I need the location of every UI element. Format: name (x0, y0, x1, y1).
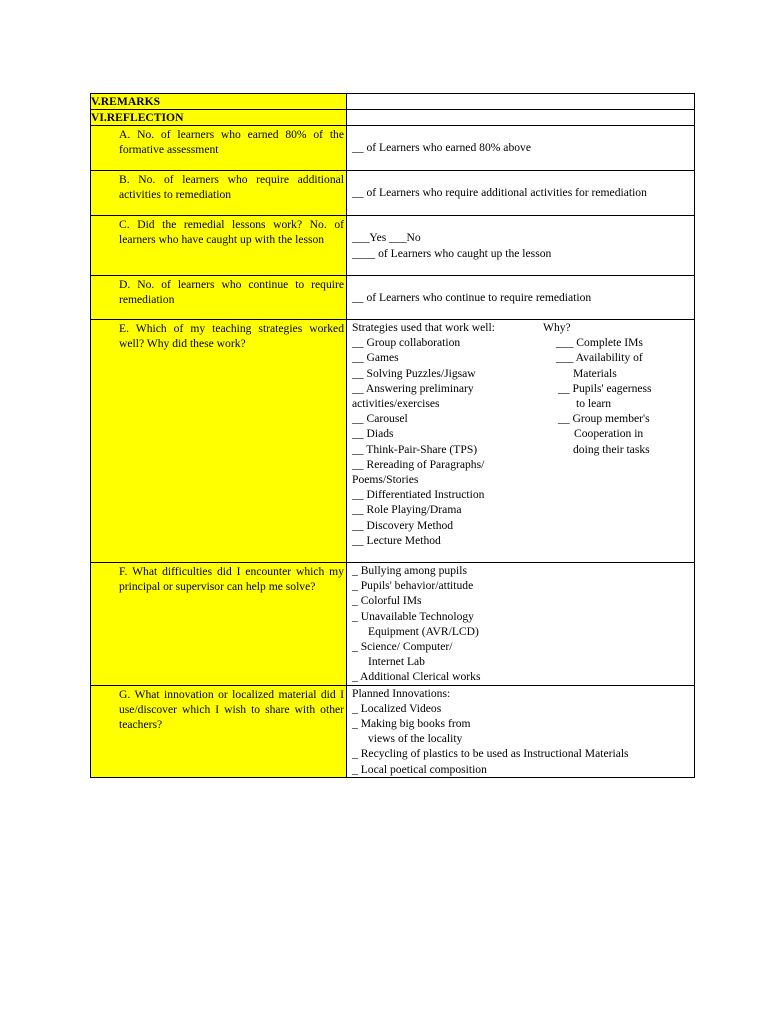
strategies-list (352, 320, 543, 548)
reflection-answer-cell (347, 110, 695, 126)
question-a-cell (91, 126, 347, 171)
question-g-cell (91, 685, 347, 777)
question-f: F. What difficulties did I encounter which my principal or supervisor can help me solve? (119, 565, 344, 594)
question-e: E. Which of my teaching strategies worked well? Why did these work? (119, 322, 344, 351)
remarks-label: V.REMARKS (91, 94, 347, 110)
answer-b-cell (347, 171, 695, 216)
list-item: _ Unavailable Technology (352, 609, 474, 623)
question-f-cell (91, 563, 347, 686)
list-item: ___ Availability of (556, 351, 643, 365)
why-list (543, 320, 691, 548)
list-item: _ Colorful IMs (352, 594, 422, 608)
answer-c-yes-no: ___Yes ___No (352, 231, 421, 245)
list-item: __ Group collaboration (352, 336, 461, 350)
table-row (91, 171, 695, 216)
why-heading: Why? (543, 321, 571, 334)
list-item: __ Lecture Method (352, 533, 441, 547)
list-item: __ Solving Puzzles/Jigsaw (352, 366, 476, 380)
question-c: C. Did the remedial lessons work? No. of learners who have caught up with the lesson (119, 218, 344, 247)
list-item: __ Think-Pair-Share (TPS) (352, 442, 478, 456)
answer-a: __ of Learners who earned 80% above (352, 141, 531, 155)
remarks-reflection-table (90, 93, 695, 778)
list-item: _ Recycling of plastics to be used as Instructional Materials (352, 747, 629, 761)
answer-f-cell (347, 563, 695, 686)
list-item: ___ Complete IMs (556, 336, 643, 350)
list-item: __ Group member's (558, 412, 650, 426)
question-d: D. No. of learners who continue to require remediation (119, 278, 344, 307)
answer-d-cell (347, 276, 695, 320)
list-item: Cooperation in (574, 427, 644, 441)
table-row (91, 320, 695, 563)
list-item: Internet Lab (368, 655, 425, 669)
table-row (91, 110, 695, 126)
list-item: __ Role Playing/Drama (352, 503, 462, 517)
answer-c (347, 230, 694, 260)
list-item: _ Local poetical composition (352, 762, 487, 776)
list-item: _ Localized Videos (352, 701, 442, 715)
table-row (91, 563, 695, 686)
question-c-cell (91, 216, 347, 276)
table-row (91, 126, 695, 171)
difficulties-list (347, 563, 694, 685)
question-b: B. No. of learners who require additional activities to remediation (119, 173, 344, 202)
list-item: __ Games (352, 351, 399, 365)
reflection-label: VI.REFLECTION (91, 110, 347, 126)
list-item: __ Diads (352, 427, 394, 441)
answer-g-cell (347, 685, 695, 777)
list-item: _ Science/ Computer/ (352, 640, 453, 654)
question-d-cell (91, 276, 347, 320)
question-g: G. What innovation or localized material did I use/discover which I wish to share with other teachers? (119, 687, 344, 732)
answer-b: __ of Learners who require additional activities for remediation (352, 186, 647, 200)
answer-a-cell (347, 126, 695, 171)
table-row (91, 276, 695, 320)
table-row (91, 685, 695, 777)
answer-e-cell (347, 320, 695, 563)
table-row (91, 216, 695, 276)
question-b-cell (91, 171, 347, 216)
innovations-heading: Planned Innovations: (352, 686, 451, 700)
remarks-answer-cell (347, 94, 695, 110)
strategies-heading: Strategies used that work well: (352, 321, 495, 334)
question-a: A. No. of learners who earned 80% of the formative assessment (119, 128, 344, 157)
list-item: _ Bullying among pupils (352, 564, 467, 577)
list-item: doing their tasks (573, 442, 650, 456)
innovations-list (347, 686, 694, 777)
answer-c-cell (347, 216, 695, 276)
list-item: views of the locality (368, 732, 463, 746)
answer-d: __ of Learners who continue to require remediation (352, 290, 592, 304)
list-item: Equipment (AVR/LCD) (368, 624, 479, 638)
list-item: __ Rereading of Paragraphs/ (352, 457, 485, 471)
list-item: to learn (576, 397, 612, 411)
table-row (91, 94, 695, 110)
list-item: __ Pupils' eagerness (558, 381, 652, 395)
list-item: __ Answering preliminary (352, 381, 474, 395)
list-item: Poems/Stories (352, 473, 419, 487)
list-item: Materials (573, 366, 617, 380)
strategies-columns (347, 320, 694, 548)
list-item: _ Additional Clerical works (352, 670, 481, 684)
list-item: __ Discovery Method (352, 518, 454, 532)
list-item: __ Differentiated Instruction (352, 488, 485, 502)
list-item: _ Pupils' behavior/attitude (352, 579, 474, 593)
list-item: __ Carousel (352, 412, 408, 426)
question-e-cell (91, 320, 347, 563)
list-item: activities/exercises (352, 397, 440, 411)
answer-c-caught-up: ____ of Learners who caught up the lesson (352, 246, 552, 260)
list-item: _ Making big books from (352, 717, 471, 731)
